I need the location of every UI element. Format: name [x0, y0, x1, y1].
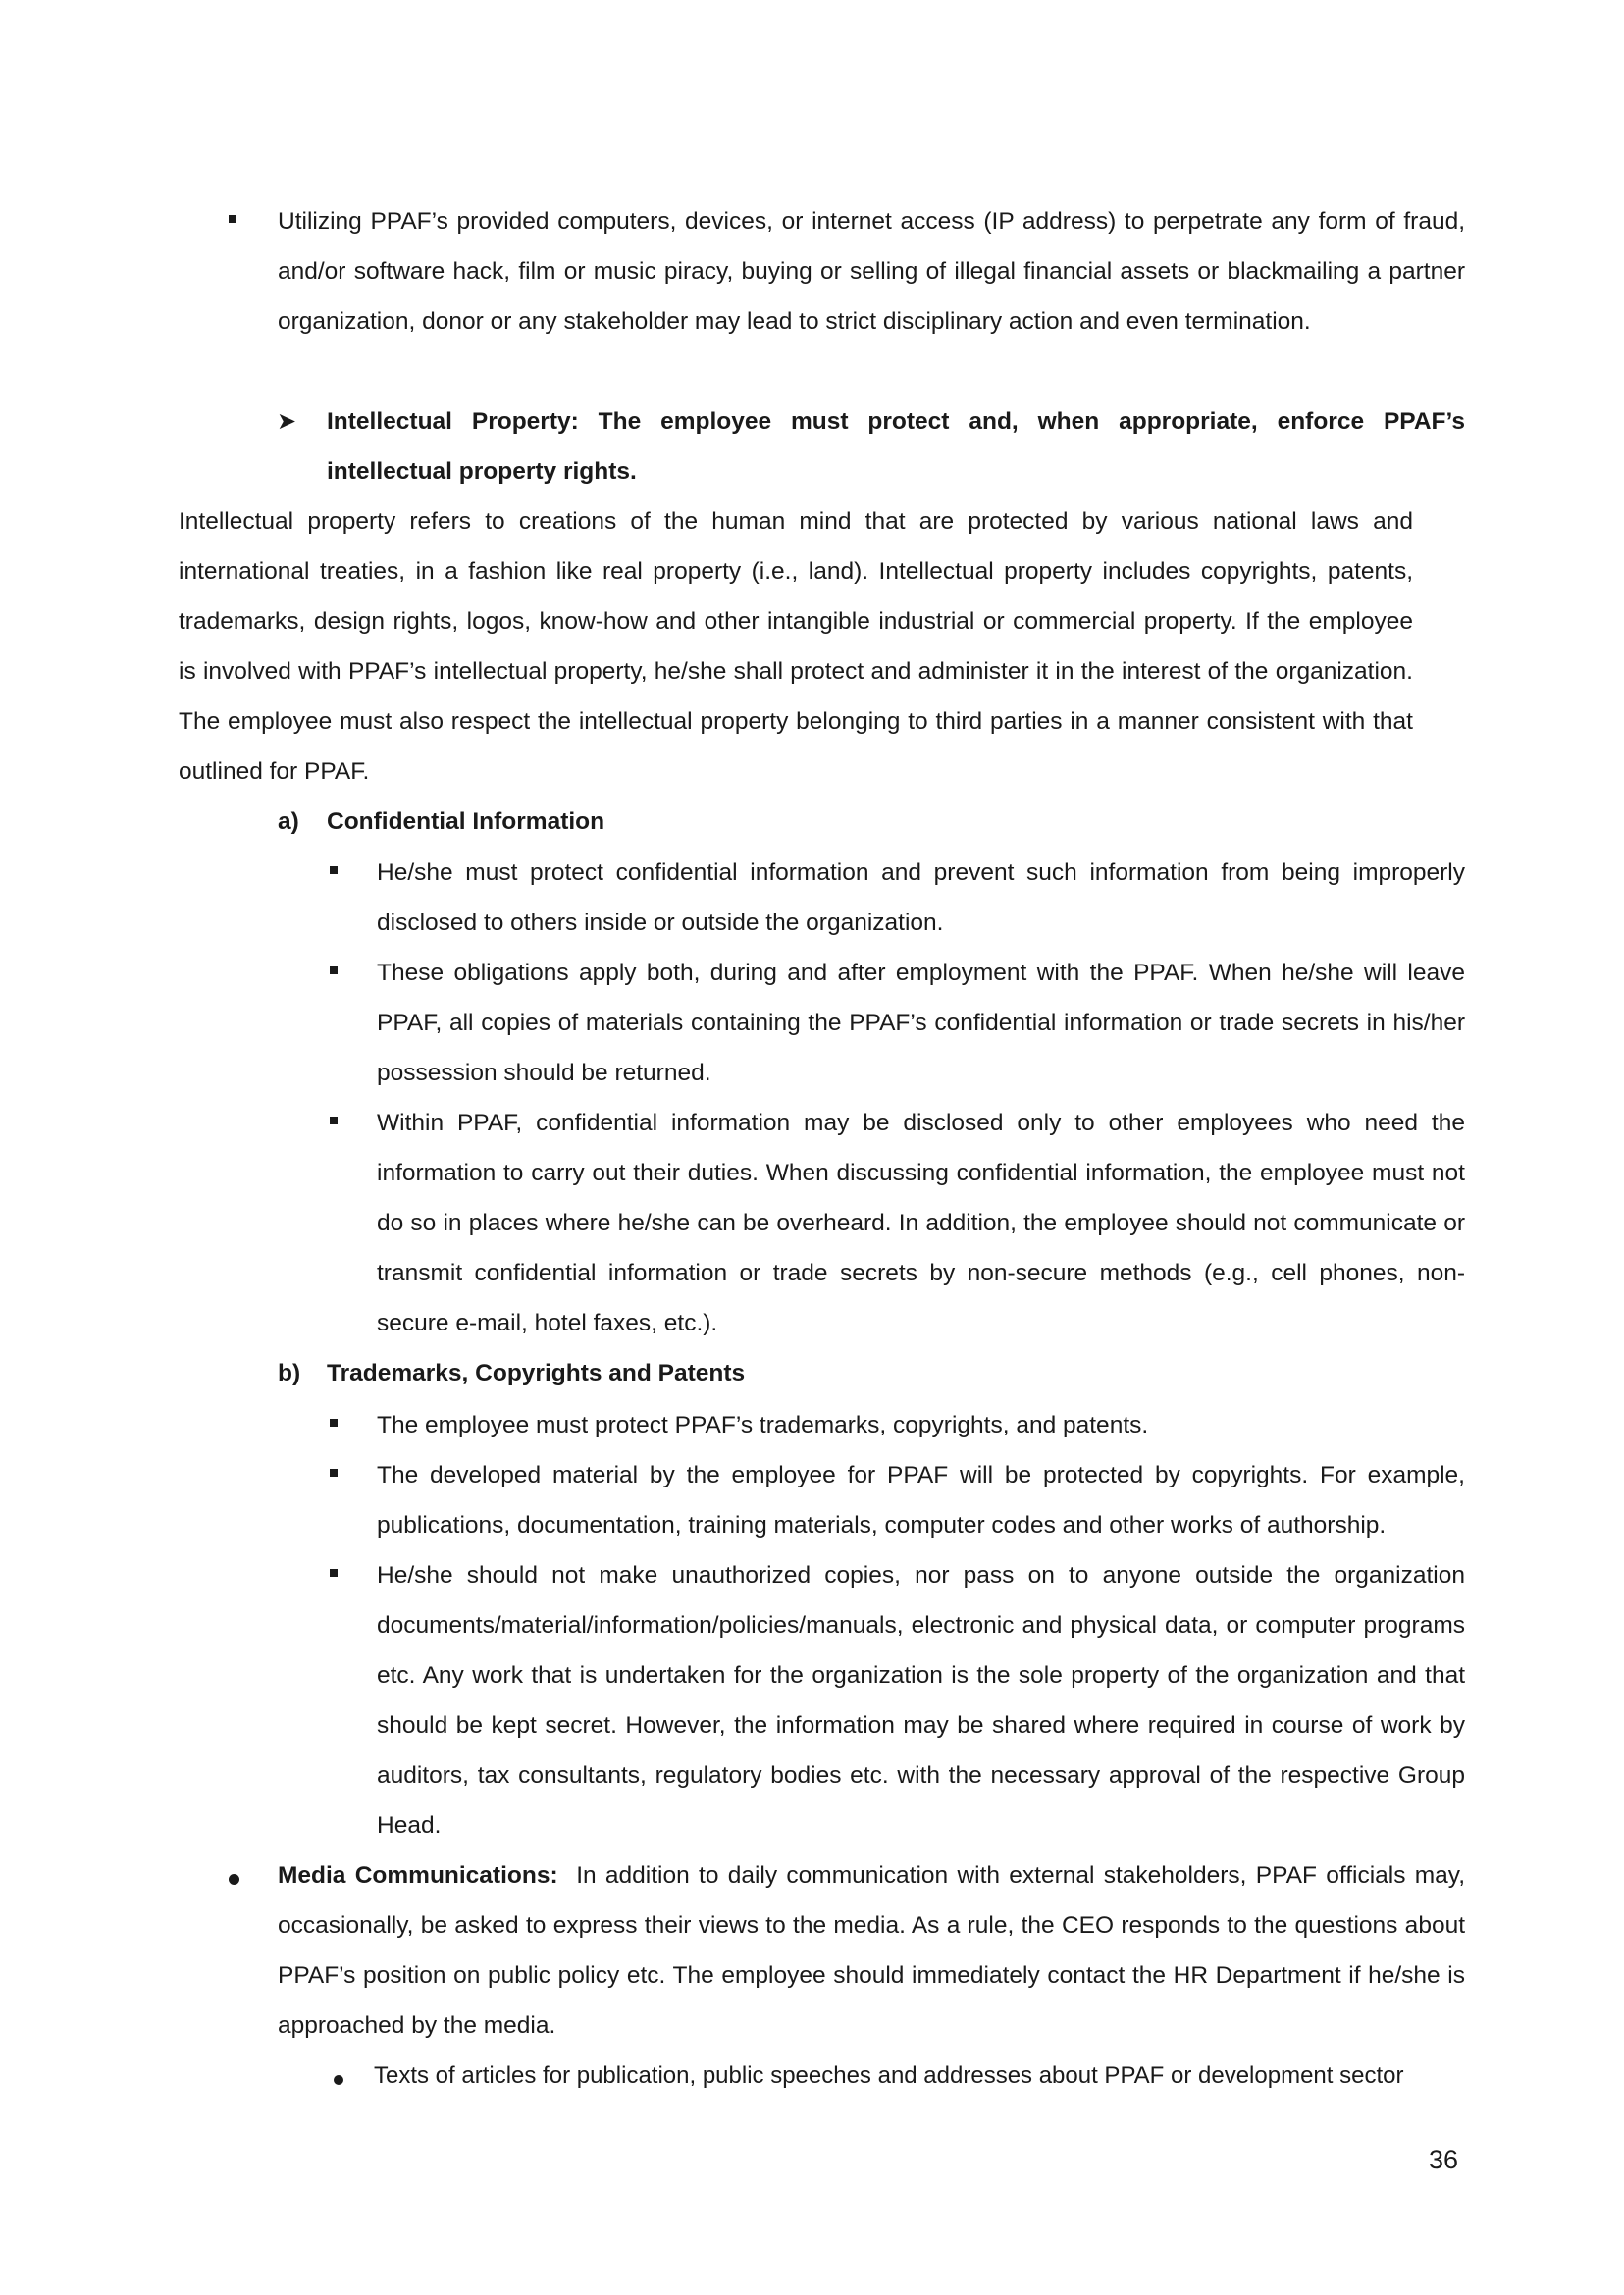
- square-bullet-icon: [330, 1469, 338, 1477]
- media-paragraph: [278, 1851, 1465, 2051]
- media-sub-item: Texts of articles for publication, public speeches and addresses about PPAF or development sector: [374, 2062, 1404, 2089]
- section-a-item: Within PPAF, confidential information may be disclosed only to other employees who need the information to carry out their duties. When discussing confidential information, the employee must not do so in places where he/she can be overheard. In addition, the employee should not communicate or transmit confidential information or trade secrets by non-secure methods (e.g., cell phones, non-secure e-mail, hotel faxes, etc.).: [377, 1110, 1465, 1336]
- arrow-bullet-icon: ➤: [277, 408, 297, 435]
- section-a-title: Confidential Information: [327, 808, 605, 835]
- section-a-marker: a): [278, 808, 299, 835]
- section-b-title: Trademarks, Copyrights and Patents: [327, 1360, 746, 1386]
- bullet-fraud-text: Utilizing PPAF’s provided computers, devices, or internet access (IP address) to perpetrate any form of fraud, and/or software hack, film or music piracy, buying or selling of illegal financial assets or blackmailing a partner organization, donor or any stakeholder may lead to strict disciplinary action and even termination.: [278, 208, 1465, 335]
- section-a-item: He/she must protect confidential information and prevent such information from being improperly disclosed to others inside or outside the organization.: [377, 860, 1465, 936]
- square-bullet-icon: [229, 215, 236, 223]
- media-title: Media Communications:: [278, 1862, 558, 1889]
- square-bullet-icon: [330, 1419, 338, 1427]
- round-bullet-icon: [334, 2075, 343, 2085]
- media-text: In addition to daily communication with external stakeholders, PPAF officials may, occasionally, be asked to express their views to the media. As a rule, the CEO responds to the questions about PPAF’s position on public policy etc. The employee should immediately contact the HR Department if he/she is approached by the media.: [278, 1862, 1466, 2039]
- square-bullet-icon: [330, 866, 338, 874]
- section-b-item: The developed material by the employee for PPAF will be protected by copyrights. For example, publications, documentation, training materials, computer codes and other works of authorship.: [377, 1462, 1465, 1539]
- section-b-item: He/she should not make unauthorized copies, nor pass on to anyone outside the organization documents/material/information/policies/manuals, electronic and physical data, or computer programs etc. Any work that is undertaken for the organization is the sole property of the organization and that should be kept secret. However, the information may be shared where required in course of work by auditors, tax consultants, regulatory bodies etc. with the necessary approval of the respective Group Head.: [377, 1562, 1465, 1839]
- ip-paragraph: Intellectual property refers to creations of the human mind that are protected by various national laws and international treaties, in a fashion like real property (i.e., land). Intellectual property includes copyrights, patents, trademarks, design rights, logos, know-how and other intangible industrial or commercial property. If the employee is involved with PPAF’s intellectual property, he/she shall protect and administer it in the interest of the organization. The employee must also respect the intellectual property belonging to third parties in a manner consistent with that outlined for PPAF.: [179, 508, 1413, 785]
- ip-heading: Intellectual Property: The employee must protect and, when appropriate, enforce PPAF’s intellectual property rights.: [327, 408, 1465, 485]
- section-b-item: The employee must protect PPAF’s trademarks, copyrights, and patents.: [377, 1412, 1149, 1438]
- square-bullet-icon: [330, 1117, 338, 1124]
- page-number: 36: [1429, 2145, 1459, 2174]
- round-bullet-icon: [229, 1874, 239, 1885]
- section-b-marker: b): [278, 1360, 301, 1386]
- square-bullet-icon: [330, 1569, 338, 1577]
- section-a-item: These obligations apply both, during and after employment with the PPAF. When he/she will leave PPAF, all copies of materials containing the PPAF’s confidential information or trade secrets in his/her possession should be returned.: [377, 960, 1465, 1086]
- square-bullet-icon: [330, 966, 338, 974]
